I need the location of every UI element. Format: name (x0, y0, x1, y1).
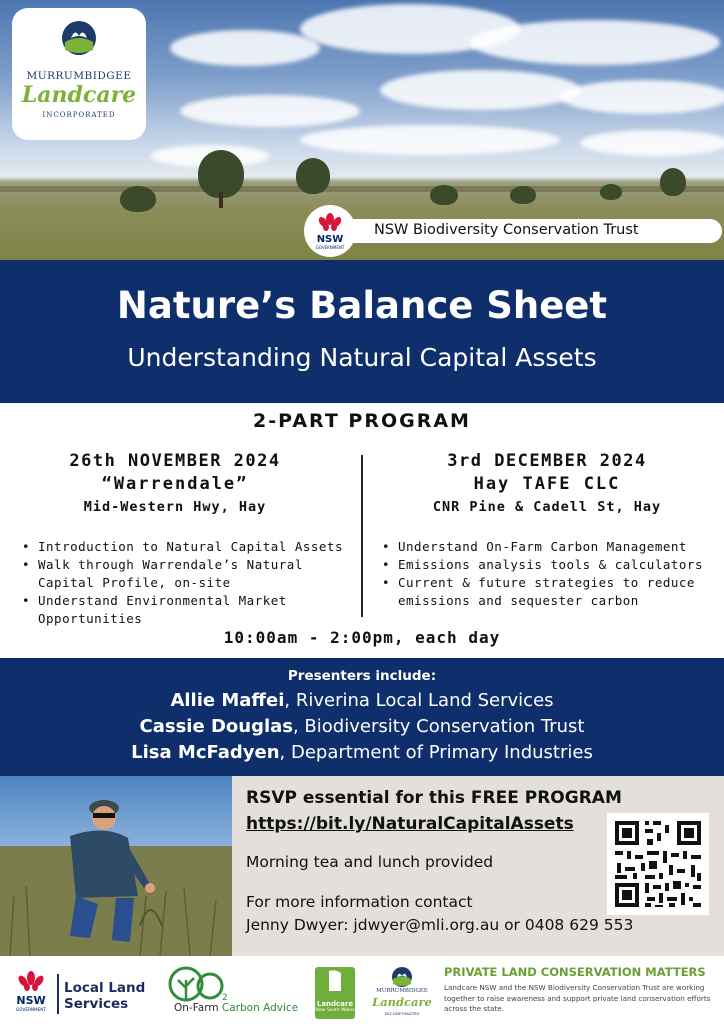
lls-line-1: Local Land (64, 980, 146, 996)
session-1-venue: “Warrendale” (101, 474, 249, 494)
presenter-org: , Biodiversity Conservation Trust (292, 716, 585, 737)
trust-label: NSW Biodiversity Conservation Trust (374, 222, 639, 238)
list-item: • Understand On-Farm Carbon Management (382, 538, 717, 556)
session-divider (361, 455, 363, 617)
page-title: Nature’s Balance Sheet (116, 284, 608, 327)
qr-code-icon (607, 813, 709, 915)
nsw-government-logo (304, 205, 356, 257)
presenters-heading: Presenters include: (287, 668, 437, 684)
list-item: • Walk through Warrendale’s Natural Capital Profile, on-site (22, 556, 354, 592)
presenter-2 (0, 716, 724, 737)
presenter-1 (0, 690, 724, 711)
plcm-body: Landcare NSW and the NSW Biodiversity Conservation Trust are working together to raise awareness and support private land conservation efforts across the state. (444, 983, 711, 1013)
plcm-heading: PRIVATE LAND CONSERVATION MATTERS (444, 965, 706, 979)
lls-divider (57, 974, 59, 1014)
local-land-services-logo (64, 980, 145, 1012)
on-farm-carbon-advice-icon (166, 964, 230, 1004)
presenter-3 (0, 742, 724, 763)
landcare-emblem-icon (61, 20, 97, 56)
nsw-government-waratah-icon (8, 964, 54, 1018)
mini-logo-line-2: Landcare (372, 995, 432, 1009)
presenter-org: , Riverina Local Land Services (284, 690, 554, 711)
rsvp-heading: RSVP essential for this FREE PROGRAM (246, 788, 622, 808)
session-2-topics (382, 538, 717, 610)
mini-logo-line-3: INCORPORATED (384, 1011, 420, 1016)
mini-landcare-emblem-icon (391, 966, 413, 988)
landcare-nsw-label: Landcare New South Wales (315, 1000, 355, 1013)
svg-text:NSW: NSW (316, 234, 344, 245)
title-banner (0, 260, 724, 403)
presenter-field-photo (0, 776, 232, 956)
program-heading: 2-PART PROGRAM (253, 410, 471, 432)
session-2-address: CNR Pine & Cadell St, Hay (432, 499, 662, 515)
ofca-label: On-Farm Carbon Advice (174, 1002, 299, 1014)
presenters-banner (0, 658, 724, 776)
session-1-address: Mid-Western Hwy, Hay (83, 499, 267, 515)
murrumbidgee-landcare-logo (12, 8, 146, 140)
session-1-date: 26th NOVEMBER 2024 (69, 451, 281, 471)
list-item: • Current & future strategies to reduce emissions and sequester carbon (382, 574, 717, 610)
session-1-topics (22, 538, 354, 628)
svg-text:GOVERNMENT: GOVERNMENT (315, 245, 345, 250)
logo-line-3: INCORPORATED (42, 111, 116, 119)
session-2-date: 3rd DECEMBER 2024 (447, 451, 647, 471)
lls-line-2: Services (64, 996, 129, 1012)
presenter-org: , Department of Primary Industries (279, 742, 593, 763)
svg-text:2: 2 (222, 993, 228, 1003)
person-crouching-illustration (0, 776, 232, 956)
presenter-name: Cassie Douglas (139, 716, 293, 737)
session-2-venue: Hay TAFE CLC (473, 474, 621, 494)
mini-logo-line-1: MURRUMBIDGEE (376, 988, 428, 994)
svg-text:GOVERNMENT: GOVERNMENT (16, 1007, 46, 1012)
qr-code[interactable] (607, 813, 709, 915)
waratah-icon (304, 205, 356, 257)
svg-text:NSW: NSW (16, 994, 46, 1007)
session-2-header (372, 450, 722, 518)
presenter-name: Lisa McFadyen (131, 742, 280, 763)
logo-line-1: MURRUMBIDGEE (26, 70, 132, 82)
logo-line-2: Landcare (21, 82, 137, 108)
contact-details: Jenny Dwyer: jdwyer@mli.org.au or 0408 629 553 (246, 916, 634, 934)
contact-intro: For more information contact (246, 893, 473, 911)
list-item: • Emissions analysis tools & calculators (382, 556, 717, 574)
landcare-hand-icon (315, 967, 355, 997)
session-time: 10:00am - 2:00pm, each day (223, 628, 501, 647)
page-subtitle: Understanding Natural Capital Assets (127, 343, 597, 372)
presenter-name: Allie Maffei (170, 690, 285, 711)
list-item: • Understand Environmental Market Opportunities (22, 592, 354, 628)
session-1-header (0, 450, 350, 518)
list-item: • Introduction to Natural Capital Assets (22, 538, 354, 556)
meals-note: Morning tea and lunch provided (246, 853, 494, 871)
rsvp-link[interactable]: https://bit.ly/NaturalCapitalAssets (246, 814, 574, 834)
